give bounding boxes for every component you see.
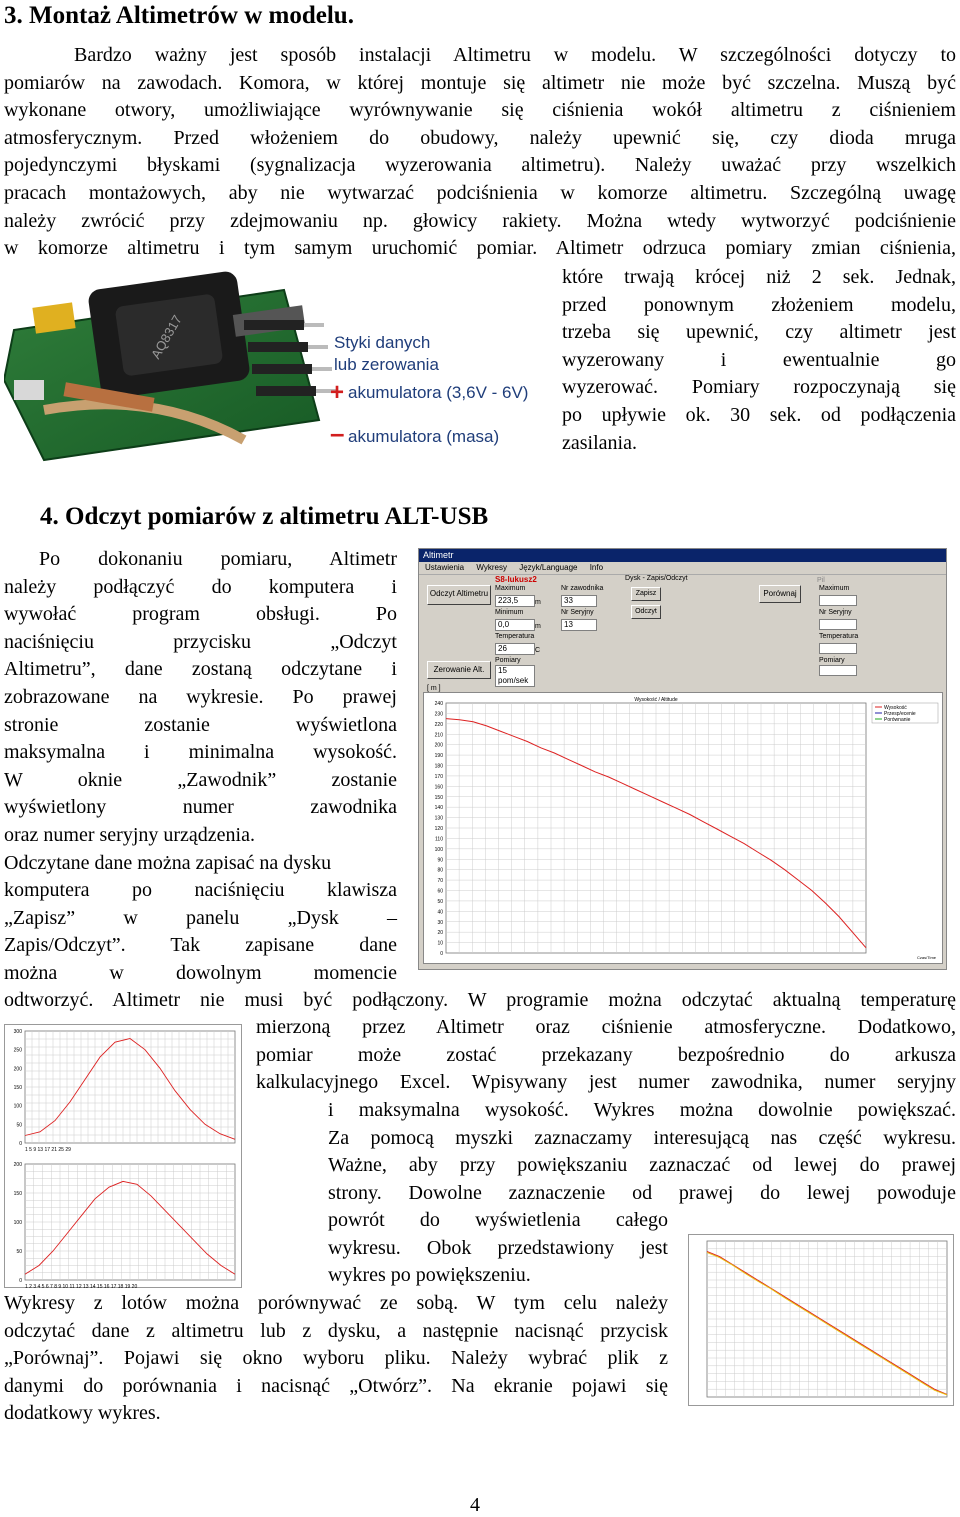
capacitor (32, 302, 75, 333)
text-line: po upływie ok. 30 sek. od podłączenia (562, 403, 956, 426)
right-field[interactable] (819, 665, 857, 676)
text-line: odczytać dane z altimetru lub z dysku, a następnie nacisnąć przycisk (4, 1319, 668, 1342)
y-tick-label: 200 (13, 1066, 22, 1073)
max-field[interactable]: 223,5 (495, 595, 535, 607)
x-tick-label: 1 2 3 4 5 6 7 8 9 10 11 12 13 14 15 16 17 18 19 20 (25, 1284, 138, 1290)
page-number: 4 (470, 1494, 480, 1516)
y-tick-label: 140 (434, 805, 443, 812)
x-tick-label: 1 5 9 13 17 21 25 29 (25, 1147, 71, 1153)
y-tick-label: 180 (434, 763, 443, 770)
y-tick-label: 10 (437, 940, 443, 947)
text-line: Odczytane dane można zapisać na dysku (4, 851, 332, 874)
y-tick-label: 300 (13, 1029, 22, 1035)
right-field[interactable] (819, 643, 857, 654)
text-line: „Zapisz” w panelu „Dysk – (4, 906, 397, 929)
y-tick-label: 30 (437, 919, 443, 926)
text-line: można w dowolnym momencie (4, 961, 397, 984)
disk-panel-label: Dysk - Zapis/Odczyt (625, 575, 688, 582)
minus-sign: – (330, 418, 345, 448)
y-tick-label: 60 (437, 888, 443, 895)
field-label: Temperatura (495, 633, 535, 640)
label-contacts-2: lub zerowania (334, 355, 439, 374)
label-contacts-1: Styki danych (334, 333, 431, 352)
text-line: dodatkowy wykres. (4, 1402, 161, 1425)
text-line: atmosferycznym. Przed włożeniem do obudowy, należy upewnić się, czy dioda mruga (4, 126, 956, 149)
legend-label: Porównanie (884, 717, 911, 723)
y-tick-label: 0 (19, 1141, 22, 1147)
section4-full-line (4, 987, 956, 1015)
app-title-bar (419, 549, 946, 562)
pil-tab[interactable]: Pil (817, 577, 825, 584)
y-tick-label: 160 (434, 784, 443, 791)
text-line: mierzoną przez Altimetr oraz ciśnienie atmosferyczne. Dodatkowo, (256, 1016, 956, 1038)
text-line: Bardzo ważny jest sposób instalacji Altimetru w modelu. W szczególności dotyczy to (74, 44, 956, 66)
text-line: Altimetru”, dane zostaną odczytane i (4, 658, 397, 681)
y-tick-label: 210 (434, 732, 443, 739)
section4-left-text (4, 546, 397, 988)
unit-label: m (535, 599, 541, 606)
main-chart-area (423, 692, 943, 964)
serial-number-field[interactable]: 13 (561, 619, 597, 631)
app-menu-bar (419, 562, 946, 575)
y-tick-label: 100 (13, 1103, 22, 1110)
text-line: należy zwrócić przy zdejmowaniu np. głowicy rakiety. Można wtedy wytworzyć podciśnienie (4, 209, 956, 232)
text-line: W oknie „Zawodnik” zostanie (4, 768, 397, 791)
label-plus: akumulatora (3,6V - 6V) (348, 383, 529, 402)
y-tick-label: 0 (19, 1278, 22, 1284)
y-tick-label: 80 (437, 867, 443, 874)
text-line: w komorze altimetru i tym samym uruchomić pomiar. Altimetr odrzuca pomiary zmian ciśnienia, (4, 237, 956, 260)
y-tick-label: 40 (437, 909, 443, 916)
field-label: Temperatura (819, 633, 859, 640)
section3-paragraph (4, 42, 956, 263)
text-line: wykonane otwory, umożliwiające wyrównywanie się ciśnienia wokół altimetru z ciśnieniem (4, 99, 956, 122)
text-line: zobrazowane na wykresie. Po prawej (4, 685, 397, 708)
text-line: stronie zostanie wyświetlona (4, 713, 397, 736)
unit-label: m (535, 623, 541, 630)
app-title: Altimetr (423, 550, 454, 560)
text-line: danymi do porównania i nacisnąć „Otwórz”. Na ekranie pojawi się (4, 1374, 668, 1397)
text-line: „Porównaj”. Pojawi się okno wyboru pliku. Należy wybrać plik z (4, 1347, 668, 1370)
menu-item[interactable]: Język/Language (519, 563, 578, 572)
y-tick-label: 220 (434, 721, 443, 728)
y-tick-label: 150 (13, 1191, 22, 1197)
text-line: powrót do wyświetlenia całego (328, 1209, 668, 1231)
chart-unit-label: [ m ] (427, 685, 441, 692)
text-line: pojedynczymi błyskami (sygnalizacja wyzerowania altimetru). Należy uważać przy wszelkich (4, 154, 956, 177)
file-tab[interactable]: S8-lukusz2 (495, 575, 537, 584)
legend-label: Przesp/ecenie (884, 711, 916, 717)
right-field[interactable] (819, 595, 857, 606)
text-line: strony. Dowolne zaznaczenie od prawej do lewej powoduje (328, 1181, 956, 1204)
section4-right-text-b (328, 1097, 956, 1207)
chart-title: Wysokość / Altitude (634, 697, 678, 703)
text-line: maksymalna i minimalna wysokość. (4, 741, 397, 764)
save-button[interactable]: Zapisz (631, 587, 661, 601)
temperature-field[interactable]: 26 (495, 643, 535, 655)
y-tick-label: 90 (437, 857, 443, 864)
field-label: Nr Seryjny (561, 609, 594, 616)
field-label: Minimum (495, 609, 524, 616)
text-line: pomiar może zostać przekazany bezpośrednio do arkusza (256, 1043, 956, 1066)
text-line: które trwają krócej niż 2 sek. Jednak, (562, 266, 956, 288)
field-label: Nr Seryjny (819, 609, 852, 616)
y-tick-label: 190 (434, 753, 443, 760)
mini-chart-2 (5, 1160, 241, 1292)
text-line: pracach montażowych, aby nie wytwarzać podciśnienia w komorze altimetru. Szczególną uwagę (4, 181, 956, 204)
field-label: Maximum (495, 585, 526, 592)
read-disk-button[interactable]: Odczyt (631, 605, 661, 619)
unit-label: C (535, 647, 541, 654)
text-line: wyzerować. Pomiary rozpoczynają się (562, 376, 956, 399)
altimeter-board-photo (4, 270, 549, 465)
text-line: kalkulacyjnego Excel. Wpisywany jest numer zawodnika, numer seryjny (256, 1071, 956, 1094)
x-axis-footer: Czas/Time (917, 955, 936, 960)
text-line: Zapis/Odczyt”. Tak zapisane dane (4, 934, 397, 957)
section4-right-text-a (256, 1014, 956, 1097)
read-altimeter-button[interactable]: Odczyt Altimetru (427, 585, 491, 605)
rate-field[interactable]: 15 pom/sek (495, 665, 535, 687)
y-tick-label: 130 (434, 815, 443, 822)
text-line: Za pomocą myszki zaznaczamy interesującą nas część wykresu. (328, 1126, 956, 1149)
y-tick-label: 70 (437, 878, 443, 885)
y-tick-label: 0 (440, 951, 443, 957)
text-line: wywołać program obsługi. Po (4, 603, 397, 626)
menu-item[interactable]: Wykresy (476, 563, 507, 572)
text-line: komputera po naciśnięciu klawisza (4, 879, 397, 902)
competitor-number-field[interactable]: 33 (561, 595, 597, 607)
y-tick-label: 200 (434, 742, 443, 749)
text-line: i maksymalna wysokość. Wykres można dowolnie powiększać. (328, 1099, 956, 1121)
field-label: Pomiary (819, 657, 845, 664)
section4-heading: 4. Odczyt pomiarów z altimetru ALT-USB (40, 503, 489, 530)
text-line: wykres po powiększeniu. (328, 1264, 531, 1287)
mini-chart-1 (5, 1025, 241, 1155)
y-tick-label: 100 (13, 1220, 22, 1226)
text-line: wyświetlony numer zawodnika (4, 796, 397, 819)
main-chart (424, 693, 942, 963)
y-tick-label: 50 (437, 898, 443, 905)
field-label: Nr zawodnika (561, 585, 604, 592)
y-tick-label: 100 (434, 846, 443, 853)
y-tick-label: 20 (437, 930, 443, 937)
zoomed-chart (689, 1235, 953, 1405)
text-line: naciśnięciu przycisku „Odczyt (4, 630, 397, 653)
label-minus: akumulatora (masa) (348, 427, 500, 446)
zoomed-chart-panel (688, 1234, 954, 1406)
menu-item[interactable]: Info (589, 563, 604, 572)
y-tick-label: 230 (434, 711, 443, 718)
y-tick-label: 200 (13, 1162, 22, 1168)
text-line: zasilania. (562, 431, 637, 454)
compare-button[interactable]: Porównaj (759, 585, 801, 603)
y-tick-label: 50 (16, 1249, 22, 1255)
min-field[interactable]: 0,0 (495, 619, 535, 631)
y-tick-label: 150 (434, 794, 443, 801)
legend-label: Wysokość (884, 705, 907, 711)
text-line: przed ponownym złożeniem modelu, (562, 293, 956, 316)
y-tick-label: 240 (434, 701, 443, 707)
text-line: wyzerowany i ewentualnie go (562, 348, 956, 371)
field-label: Maximum (819, 585, 850, 592)
right-field[interactable] (819, 619, 857, 630)
zero-button[interactable]: Zerowanie Alt. (427, 661, 491, 679)
text-line: pomiarów na zawodach. Komora, w której montuje się altimetr nie może być szczelna. Muszą być (4, 71, 956, 94)
section3-side-text (562, 264, 956, 457)
y-tick-label: 50 (16, 1122, 22, 1129)
text-line: oraz numer seryjny urządzenia. (4, 823, 255, 846)
text-line: należy podłączyć do komputera i (4, 575, 397, 598)
section4-bottom-text (4, 1290, 668, 1428)
y-tick-label: 120 (434, 826, 443, 832)
y-tick-label: 250 (13, 1047, 22, 1054)
y-tick-label: 110 (435, 836, 443, 843)
text-line: Ważne, aby przy powiększaniu zaznaczać od lewej do prawej (328, 1154, 956, 1177)
text-line: odtworzyć. Altimetr nie musi być podłączony. W programie można odczytać aktualną temperaturę (4, 989, 956, 1011)
field-label: Pomiary (495, 657, 521, 664)
text-line: Po dokonaniu pomiaru, Altimetr (39, 548, 397, 570)
y-tick-label: 170 (434, 773, 443, 780)
plus-sign: + (330, 379, 345, 406)
section4-right-text-c (328, 1207, 668, 1290)
text-line: trzeba się upewnić, czy altimetr jest (562, 321, 956, 344)
chip-marking: AQ8317 (147, 312, 185, 362)
altimeter-app-window (418, 548, 947, 970)
mini-chart-panel (4, 1024, 242, 1288)
menu-item[interactable]: Ustawienia (425, 563, 465, 572)
text-line: wykresu. Obok przedstawiony jest (328, 1236, 668, 1259)
y-tick-label: 150 (13, 1085, 22, 1091)
section3-heading: 3. Montaż Altimetrów w modelu. (4, 2, 354, 29)
text-line: Wykresy z lotów można porównywać ze sobą. W tym celu należy (4, 1292, 668, 1314)
